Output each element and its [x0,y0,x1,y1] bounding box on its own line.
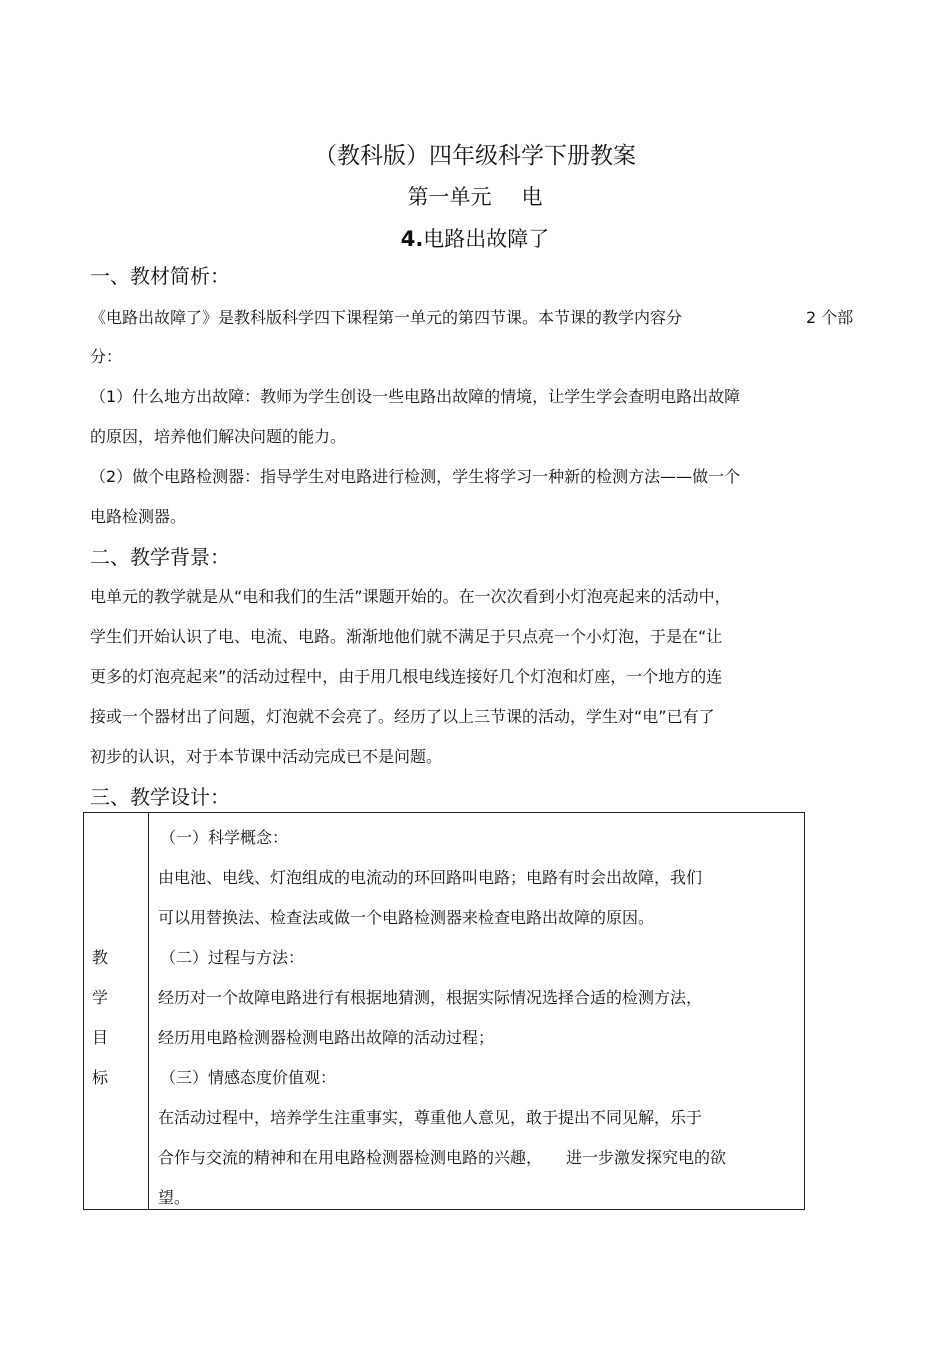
background-line: 接或一个器材出了问题，灯泡就不会亮了。经历了以上三节课的活动，学生对“电”已有了 [90,707,715,726]
row-label-char: 学 [92,988,109,1007]
background-line: 更多的灯泡亮起来”的活动过程中，由于用几根电线连接好几个灯泡和灯座，一个地方的连 [90,667,723,686]
item2-line-2: 电路检测器。 [90,507,187,526]
lesson-heading [0,224,950,254]
unit-name: 电 [521,185,543,209]
background-line: 学生们开始认识了电、电流、电路。渐渐地他们就不满足于只点亮一个小灯泡，于是在“让 [90,627,723,646]
lesson-number: 4. [400,227,424,251]
item2-line-1: （2）做个电路检测器：指导学生对电路进行检测，学生将学习一种新的检测方法——做一个 [90,467,741,486]
section-heading-teaching-background: 二、教学背景： [90,545,230,569]
intro-line-2: 分： [90,347,123,366]
row-label-char: 标 [92,1068,109,1087]
intro-line-1-tail: 2 个部 [806,308,854,327]
objective-subtitle-values: （三）情感态度价值观： [160,1068,337,1087]
table-column-divider [148,812,149,1210]
objective-subtitle-concepts: （一）科学概念： [160,828,289,847]
objective-line: 经历对一个故障电路进行有根据地猜测，根据实际情况选择合适的检测方法， [158,988,703,1007]
item1-line-2: 的原因，培养他们解决问题的能力。 [90,427,347,446]
row-label-char: 目 [92,1028,109,1047]
unit-heading [0,182,950,212]
background-line: 电单元的教学就是从“电和我们的生活”课题开始的。在一次次看到小灯泡亮起来的活动中， [90,587,731,606]
objective-line: 在活动过程中，培养学生注重事实，尊重他人意见，敢于提出不同见解，乐于 [158,1108,703,1127]
document-title: （教科版）四年级科学下册教案 [314,143,636,169]
intro-line-1: 《电路出故障了》是教科版科学四下课程第一单元的第四节课。本节课的教学内容分 [90,308,683,327]
objective-line: 可以用替换法、检查法或做一个电路检测器来检查电路出故障的原因。 [158,908,655,927]
objective-line: 由电池、电线、灯泡组成的电流动的环回路叫电路；电路有时会出故障，我们 [158,868,703,887]
item1-line-1: （1）什么地方出故障：教师为学生创设一些电路出故障的情境，让学生学会查明电路出故障 [90,387,741,406]
section-heading-textbook-analysis: 一、教材简析： [90,264,230,288]
section-heading-teaching-design: 三、教学设计： [90,785,230,809]
objective-line: 合作与交流的精神和在用电路检测器检测电路的兴趣， 进一步激发探究电的欲 [158,1148,727,1167]
objective-subtitle-methods: （二）过程与方法： [160,948,305,967]
unit-label: 第一单元 [407,185,492,209]
background-line: 初步的认识，对于本节课中活动完成已不是问题。 [90,747,443,766]
row-label-char: 教 [92,948,109,967]
objective-line: 经历用电路检测器检测电路出故障的活动过程； [158,1028,495,1047]
lesson-title: 电路出故障了 [423,227,550,251]
objective-line: 望。 [158,1188,191,1207]
